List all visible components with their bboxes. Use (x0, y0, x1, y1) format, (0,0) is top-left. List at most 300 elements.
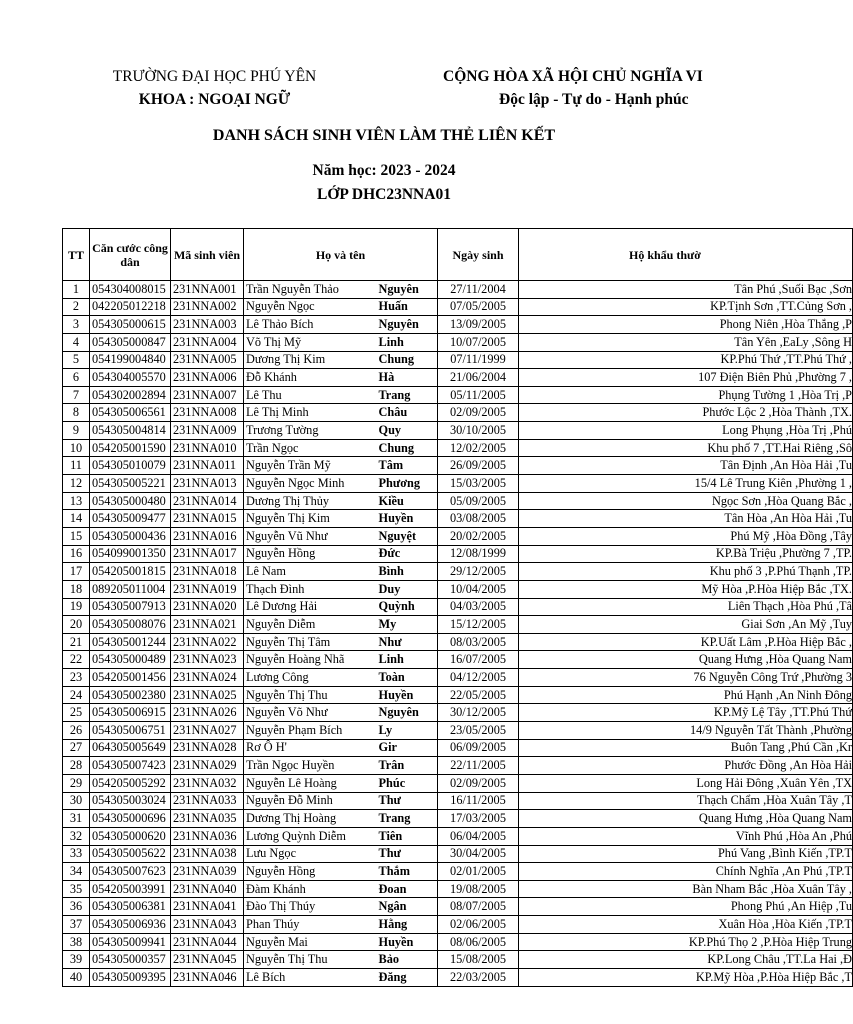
table-row (63, 651, 853, 669)
surname-middle: Võ Thị Mỹ (244, 333, 363, 351)
nation-name: CỘNG HÒA XÃ HỘI CHỦ NGHĨA VI (443, 68, 703, 85)
address: Quang Hưng ,Hòa Quang Nam (519, 810, 853, 828)
student-id: 231NNA045 (171, 951, 244, 969)
student-id: 231NNA036 (171, 827, 244, 845)
address: Ngọc Sơn ,Hòa Quang Bắc , (519, 492, 853, 510)
address: Phong Niên ,Hòa Thắng ,P (519, 316, 853, 334)
surname-middle: Nguyễn Ngọc Minh (244, 475, 363, 493)
surname-middle: Đỗ Khánh (244, 369, 363, 387)
student-id: 231NNA044 (171, 933, 244, 951)
row-number: 2 (63, 298, 90, 316)
row-number: 6 (63, 369, 90, 387)
birth-date: 13/09/2005 (438, 316, 519, 334)
citizen-id: 054305000480 (90, 492, 171, 510)
table-row (63, 369, 853, 387)
given-name: Đoan (363, 880, 438, 898)
given-name: Bình (363, 563, 438, 581)
col-header-full-name: Họ và tên (244, 229, 438, 281)
surname-middle: Nguyễn Thị Thu (244, 951, 363, 969)
address: Xuân Hòa ,Hòa Kiến ,TP.T (519, 916, 853, 934)
address: KP.Tịnh Sơn ,TT.Củng Sơn , (519, 298, 853, 316)
col-header-student-id: Mã sinh viên (171, 229, 244, 281)
row-number: 29 (63, 774, 90, 792)
table-row (63, 492, 853, 510)
row-number: 21 (63, 633, 90, 651)
given-name: Trang (363, 386, 438, 404)
table-row (63, 739, 853, 757)
surname-middle: Nguyễn Hồng (244, 863, 363, 881)
address: KP.Mỹ Hòa ,P.Hòa Hiệp Bắc ,T (519, 968, 853, 986)
address: KP.Bà Triệu ,Phường 7 ,TP. (519, 545, 853, 563)
surname-middle: Lương Công (244, 669, 363, 687)
student-id: 231NNA017 (171, 545, 244, 563)
citizen-id: 054205001590 (90, 439, 171, 457)
table-row (63, 686, 853, 704)
table-row (63, 916, 853, 934)
birth-date: 22/03/2005 (438, 968, 519, 986)
row-number: 14 (63, 510, 90, 528)
table-row (63, 298, 853, 316)
surname-middle: Thạch Đình (244, 580, 363, 598)
table-row (63, 880, 853, 898)
surname-middle: Nguyễn Võ Như (244, 704, 363, 722)
row-number: 28 (63, 757, 90, 775)
col-header-tt: TT (63, 229, 90, 281)
given-name: Thư (363, 845, 438, 863)
row-number: 12 (63, 475, 90, 493)
table-body (63, 281, 853, 987)
birth-date: 15/08/2005 (438, 951, 519, 969)
row-number: 31 (63, 810, 90, 828)
row-number: 34 (63, 863, 90, 881)
birth-date: 04/03/2005 (438, 598, 519, 616)
student-id: 231NNA016 (171, 527, 244, 545)
citizen-id: 054304005570 (90, 369, 171, 387)
student-id: 231NNA026 (171, 704, 244, 722)
citizen-id: 064305005649 (90, 739, 171, 757)
surname-middle: Lê Thị Minh (244, 404, 363, 422)
student-id: 231NNA005 (171, 351, 244, 369)
row-number: 8 (63, 404, 90, 422)
address: Phước Đồng ,An Hòa Hải (519, 757, 853, 775)
given-name: Duy (363, 580, 438, 598)
row-number: 3 (63, 316, 90, 334)
row-number: 11 (63, 457, 90, 475)
student-id: 231NNA028 (171, 739, 244, 757)
citizen-id: 054305010079 (90, 457, 171, 475)
row-number: 7 (63, 386, 90, 404)
birth-date: 15/12/2005 (438, 616, 519, 634)
citizen-id: 054199004840 (90, 351, 171, 369)
birth-date: 30/04/2005 (438, 845, 519, 863)
school-name: TRƯỜNG ĐẠI HỌC PHÚ YÊN (112, 68, 317, 85)
birth-date: 04/12/2005 (438, 669, 519, 687)
given-name: Nguyệt (363, 527, 438, 545)
address: Tân Phú ,Suối Bạc ,Sơn (519, 281, 853, 299)
surname-middle: Trương Tường (244, 422, 363, 440)
student-id: 231NNA024 (171, 669, 244, 687)
citizen-id: 054305000489 (90, 651, 171, 669)
student-id: 231NNA025 (171, 686, 244, 704)
birth-date: 15/03/2005 (438, 475, 519, 493)
surname-middle: Lương Quỳnh Diễm (244, 827, 363, 845)
citizen-id: 054099001350 (90, 545, 171, 563)
surname-middle: Rơ Ô H' (244, 739, 363, 757)
student-id: 231NNA033 (171, 792, 244, 810)
citizen-id: 054305000696 (90, 810, 171, 828)
student-id: 231NNA021 (171, 616, 244, 634)
given-name: Phương (363, 475, 438, 493)
student-table-container (62, 228, 852, 987)
citizen-id: 054305005622 (90, 845, 171, 863)
surname-middle: Nguyễn Thị Thu (244, 686, 363, 704)
table-row (63, 510, 853, 528)
birth-date: 02/06/2005 (438, 916, 519, 934)
given-name: Đức (363, 545, 438, 563)
given-name: Linh (363, 651, 438, 669)
address: Giai Sơn ,An Mỹ ,Tuy (519, 616, 853, 634)
given-name: Quỳnh (363, 598, 438, 616)
col-header-dob: Ngày sinh (438, 229, 519, 281)
surname-middle: Đào Thị Thúy (244, 898, 363, 916)
table-row (63, 616, 853, 634)
student-id: 231NNA027 (171, 722, 244, 740)
surname-middle: Dương Thị Hoàng (244, 810, 363, 828)
birth-date: 30/10/2005 (438, 422, 519, 440)
student-id: 231NNA041 (171, 898, 244, 916)
table-row (63, 580, 853, 598)
row-number: 40 (63, 968, 90, 986)
student-id: 231NNA022 (171, 633, 244, 651)
address: Bàn Nham Bắc ,Hòa Xuân Tây , (519, 880, 853, 898)
surname-middle: Dương Thị Thủy (244, 492, 363, 510)
address: KP.Uất Lâm ,P.Hòa Hiệp Bắc , (519, 633, 853, 651)
student-id: 231NNA019 (171, 580, 244, 598)
birth-date: 06/09/2005 (438, 739, 519, 757)
given-name: Hằng (363, 916, 438, 934)
address: Tân Hòa ,An Hòa Hải ,Tu (519, 510, 853, 528)
citizen-id: 054305009477 (90, 510, 171, 528)
student-table (62, 228, 853, 987)
student-id: 231NNA015 (171, 510, 244, 528)
row-number: 33 (63, 845, 90, 863)
row-number: 9 (63, 422, 90, 440)
given-name: Linh (363, 333, 438, 351)
citizen-id: 054205003991 (90, 880, 171, 898)
given-name: Chung (363, 439, 438, 457)
citizen-id: 054305007423 (90, 757, 171, 775)
birth-date: 20/02/2005 (438, 527, 519, 545)
given-name: Quy (363, 422, 438, 440)
citizen-id: 054305000357 (90, 951, 171, 969)
row-number: 13 (63, 492, 90, 510)
row-number: 5 (63, 351, 90, 369)
row-number: 1 (63, 281, 90, 299)
table-row (63, 281, 853, 299)
student-id: 231NNA029 (171, 757, 244, 775)
table-row (63, 933, 853, 951)
row-number: 16 (63, 545, 90, 563)
citizen-id: 042205012218 (90, 298, 171, 316)
citizen-id: 054305006915 (90, 704, 171, 722)
row-number: 22 (63, 651, 90, 669)
given-name: Châu (363, 404, 438, 422)
row-number: 38 (63, 933, 90, 951)
row-number: 10 (63, 439, 90, 457)
birth-date: 07/05/2005 (438, 298, 519, 316)
row-number: 25 (63, 704, 90, 722)
given-name: Toàn (363, 669, 438, 687)
address: Mỹ Hòa ,P.Hòa Hiệp Bắc ,TX. (519, 580, 853, 598)
national-motto: Độc lập - Tự do - Hạnh phúc (499, 91, 689, 108)
birth-date: 16/11/2005 (438, 792, 519, 810)
row-number: 36 (63, 898, 90, 916)
citizen-id: 054305006751 (90, 722, 171, 740)
birth-date: 12/08/1999 (438, 545, 519, 563)
birth-date: 10/07/2005 (438, 333, 519, 351)
surname-middle: Lê Dương Hải (244, 598, 363, 616)
given-name: My (363, 616, 438, 634)
table-row (63, 968, 853, 986)
birth-date: 12/02/2005 (438, 439, 519, 457)
faculty-name: KHOA : NGOẠI NGỮ (138, 91, 291, 108)
given-name: Nguyên (363, 281, 438, 299)
birth-date: 22/11/2005 (438, 757, 519, 775)
address: Phụng Tường 1 ,Hòa Trị ,P (519, 386, 853, 404)
surname-middle: Nguyễn Đỗ Minh (244, 792, 363, 810)
surname-middle: Trần Nguyễn Thảo (244, 281, 363, 299)
row-number: 32 (63, 827, 90, 845)
row-number: 17 (63, 563, 90, 581)
given-name: Kiều (363, 492, 438, 510)
surname-middle: Dương Thị Kim (244, 351, 363, 369)
student-id: 231NNA014 (171, 492, 244, 510)
table-row (63, 863, 853, 881)
address: Khu phố 7 ,TT.Hai Riêng ,Sô (519, 439, 853, 457)
citizen-id: 054305005221 (90, 475, 171, 493)
row-number: 27 (63, 739, 90, 757)
citizen-id: 054305007913 (90, 598, 171, 616)
given-name: Huyền (363, 933, 438, 951)
surname-middle: Nguyễn Hồng (244, 545, 363, 563)
table-row (63, 475, 853, 493)
surname-middle: Lê Bích (244, 968, 363, 986)
birth-date: 16/07/2005 (438, 651, 519, 669)
given-name: Như (363, 633, 438, 651)
birth-date: 08/06/2005 (438, 933, 519, 951)
birth-date: 05/09/2005 (438, 492, 519, 510)
address: 14/9 Nguyễn Tất Thành ,Phường (519, 722, 853, 740)
citizen-id: 089205011004 (90, 580, 171, 598)
birth-date: 06/04/2005 (438, 827, 519, 845)
birth-date: 03/08/2005 (438, 510, 519, 528)
table-row (63, 598, 853, 616)
address: Chính Nghĩa ,An Phú ,TP.T (519, 863, 853, 881)
table-row (63, 810, 853, 828)
given-name: Trang (363, 810, 438, 828)
birth-date: 05/11/2005 (438, 386, 519, 404)
student-id: 231NNA039 (171, 863, 244, 881)
address: 76 Nguyễn Công Trứ ,Phường 3 (519, 669, 853, 687)
surname-middle: Trần Ngọc Huyền (244, 757, 363, 775)
given-name: Hà (363, 369, 438, 387)
table-row (63, 422, 853, 440)
given-name: Thư (363, 792, 438, 810)
address: Long Phụng ,Hòa Trị ,Phú (519, 422, 853, 440)
school-year: Năm học: 2023 - 2024 (312, 162, 456, 179)
address: KP.Phú Thứ ,TT.Phú Thứ , (519, 351, 853, 369)
col-header-address: Hộ khẩu thườ (519, 229, 853, 281)
col-header-cccd: Căn cước công dân (90, 229, 171, 281)
table-row (63, 827, 853, 845)
address: Long Hải Đông ,Xuân Yên ,TX (519, 774, 853, 792)
citizen-id: 054305000620 (90, 827, 171, 845)
student-id: 231NNA003 (171, 316, 244, 334)
surname-middle: Nguyễn Vũ Như (244, 527, 363, 545)
birth-date: 17/03/2005 (438, 810, 519, 828)
table-row (63, 792, 853, 810)
table-row (63, 669, 853, 687)
given-name: Thắm (363, 863, 438, 881)
row-number: 23 (63, 669, 90, 687)
given-name: Tâm (363, 457, 438, 475)
citizen-id: 054305009941 (90, 933, 171, 951)
citizen-id: 054205001456 (90, 669, 171, 687)
student-id: 231NNA002 (171, 298, 244, 316)
address: Vĩnh Phú ,Hòa An ,Phú (519, 827, 853, 845)
address: Phước Lộc 2 ,Hòa Thành ,TX. (519, 404, 853, 422)
surname-middle: Lê Nam (244, 563, 363, 581)
row-number: 18 (63, 580, 90, 598)
table-row (63, 633, 853, 651)
student-id: 231NNA020 (171, 598, 244, 616)
row-number: 30 (63, 792, 90, 810)
surname-middle: Nguyễn Ngọc (244, 298, 363, 316)
citizen-id: 054305006936 (90, 916, 171, 934)
surname-middle: Nguyễn Hoàng Nhã (244, 651, 363, 669)
birth-date: 07/11/1999 (438, 351, 519, 369)
table-row (63, 774, 853, 792)
table-row (63, 527, 853, 545)
citizen-id: 054305002380 (90, 686, 171, 704)
row-number: 24 (63, 686, 90, 704)
student-id: 231NNA018 (171, 563, 244, 581)
student-id: 231NNA046 (171, 968, 244, 986)
citizen-id: 054305006561 (90, 404, 171, 422)
given-name: Chung (363, 351, 438, 369)
given-name: Huyền (363, 686, 438, 704)
student-id: 231NNA009 (171, 422, 244, 440)
citizen-id: 054305000847 (90, 333, 171, 351)
given-name: Gir (363, 739, 438, 757)
student-id: 231NNA013 (171, 475, 244, 493)
citizen-id: 054205005292 (90, 774, 171, 792)
row-number: 15 (63, 527, 90, 545)
table-row (63, 316, 853, 334)
student-id: 231NNA004 (171, 333, 244, 351)
given-name: Phúc (363, 774, 438, 792)
table-row (63, 404, 853, 422)
birth-date: 27/11/2004 (438, 281, 519, 299)
surname-middle: Lê Thảo Bích (244, 316, 363, 334)
table-row (63, 722, 853, 740)
citizen-id: 054305000436 (90, 527, 171, 545)
citizen-id: 054305006381 (90, 898, 171, 916)
given-name: Trân (363, 757, 438, 775)
student-id: 231NNA006 (171, 369, 244, 387)
birth-date: 10/04/2005 (438, 580, 519, 598)
citizen-id: 054305001244 (90, 633, 171, 651)
given-name: Huyền (363, 510, 438, 528)
birth-date: 26/09/2005 (438, 457, 519, 475)
citizen-id: 054305000615 (90, 316, 171, 334)
table-row (63, 563, 853, 581)
table-row (63, 457, 853, 475)
birth-date: 29/12/2005 (438, 563, 519, 581)
given-name: Ngân (363, 898, 438, 916)
given-name: Nguyên (363, 316, 438, 334)
row-number: 37 (63, 916, 90, 934)
birth-date: 02/09/2005 (438, 774, 519, 792)
surname-middle: Nguyễn Mai (244, 933, 363, 951)
citizen-id: 054302002894 (90, 386, 171, 404)
address: KP.Mỹ Lệ Tây ,TT.Phú Thứ (519, 704, 853, 722)
address: Liên Thạch ,Hòa Phú ,Tâ (519, 598, 853, 616)
birth-date: 30/12/2005 (438, 704, 519, 722)
student-id: 231NNA010 (171, 439, 244, 457)
address: KP.Long Châu ,TT.La Hai ,Đ (519, 951, 853, 969)
given-name: Bảo (363, 951, 438, 969)
student-id: 231NNA040 (171, 880, 244, 898)
surname-middle: Trần Ngọc (244, 439, 363, 457)
birth-date: 19/08/2005 (438, 880, 519, 898)
class-name: LỚP DHC23NNA01 (317, 186, 451, 203)
surname-middle: Lê Thu (244, 386, 363, 404)
table-row (63, 351, 853, 369)
student-id: 231NNA032 (171, 774, 244, 792)
row-number: 4 (63, 333, 90, 351)
student-id: 231NNA038 (171, 845, 244, 863)
birth-date: 02/01/2005 (438, 863, 519, 881)
table-row (63, 704, 853, 722)
citizen-id: 054304008015 (90, 281, 171, 299)
address: Quang Hưng ,Hòa Quang Nam (519, 651, 853, 669)
student-id: 231NNA023 (171, 651, 244, 669)
birth-date: 02/09/2005 (438, 404, 519, 422)
address: 107 Điện Biên Phủ ,Phường 7 , (519, 369, 853, 387)
birth-date: 08/03/2005 (438, 633, 519, 651)
student-id: 231NNA043 (171, 916, 244, 934)
address: KP.Phú Thọ 2 ,P.Hòa Hiệp Trung (519, 933, 853, 951)
surname-middle: Nguyễn Thị Tâm (244, 633, 363, 651)
address: Phong Phú ,An Hiệp ,Tu (519, 898, 853, 916)
surname-middle: Phan Thúy (244, 916, 363, 934)
given-name: Tiên (363, 827, 438, 845)
given-name: Huấn (363, 298, 438, 316)
row-number: 19 (63, 598, 90, 616)
surname-middle: Đàm Khánh (244, 880, 363, 898)
citizen-id: 054305004814 (90, 422, 171, 440)
citizen-id: 054305008076 (90, 616, 171, 634)
citizen-id: 054205001815 (90, 563, 171, 581)
surname-middle: Lưu Ngọc (244, 845, 363, 863)
surname-middle: Nguyễn Thị Kim (244, 510, 363, 528)
given-name: Ly (363, 722, 438, 740)
student-id: 231NNA007 (171, 386, 244, 404)
address: Khu phố 3 ,P.Phú Thạnh ,TP. (519, 563, 853, 581)
table-header-row (63, 229, 853, 281)
surname-middle: Nguyễn Phạm Bích (244, 722, 363, 740)
